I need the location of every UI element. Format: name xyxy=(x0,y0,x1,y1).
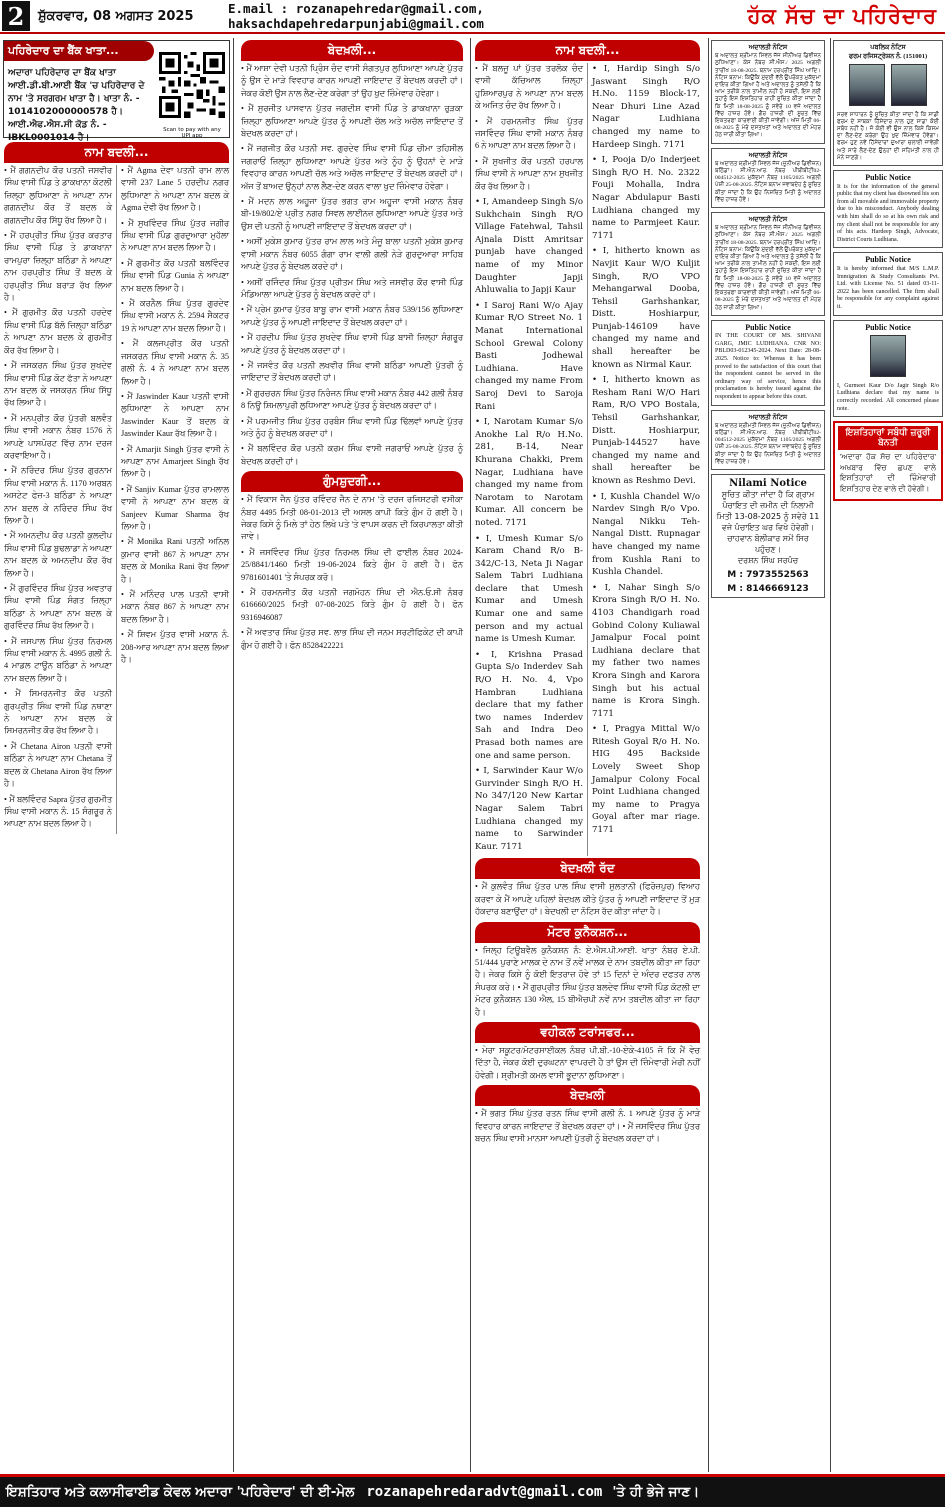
masthead-logo: ਹੱਕ ਸੱਚ ਦਾ ਪਹਿਰੇਦਾਰ xyxy=(747,3,937,28)
public-notice-title: Public Notice xyxy=(865,173,911,183)
public-notice-body: It is for the information of the general public that my client has disowned his son from all movable and immovable property due to his misconduct. Anybody dealing with him shall do so at his own risk and my client shall not be responsible for any of his acts. Hardeep Singh, Advocate, District Courts Ludhiana. xyxy=(837,183,939,243)
notice-item: • ਮੈਂ Jaswinder Kaur ਪਤਨੀ ਵਾਸੀ ਲੁਧਿਆਣਾ ਨੇ ਆਪਣਾ ਨਾਮ Jaswinder Kaur ਤੋਂ ਬਦਲ ਕੇ Jaswinder Kaur ਰੱਖ ਲਿਆ ਹੈ। xyxy=(121,391,229,439)
column-3 xyxy=(470,38,704,1472)
notice-item: • ਮੈਂ ਮਦਨ ਲਾਲ ਅਹੂਜਾ ਪੁੱਤਰ ਭਗਤ ਰਾਮ ਅਹੂਜਾ ਵਾਸੀ ਮਕਾਨ ਨੰਬਰ ਬੀ-19/802/ਏ ਪ੍ਰੀਤ ਨਗਰ ਸਿਵਲ ਲਾਈਨਜ਼ ਲੁਧਿਆਣਾ ਆਪਣੇ ਪੁੱਤਰ ਅਤੇ ਉਸ ਦੀ ਪਤਨੀ ਨੂੰ ਆਪਣੀ ਜਾਇਦਾਦ ਤੋਂ ਬੇਦਖਲ ਕਰਦਾ ਹਾਂ। xyxy=(241,197,463,231)
notice-item: • ਮੈਂ ਜਸਵੰਤ ਕੌਰ ਪਤਨੀ ਲਖਵੀਰ ਸਿੰਘ ਵਾਸੀ ਬਠਿੰਡਾ ਆਪਣੀ ਪੁੱਤਰੀ ਨੂੰ ਜਾਇਦਾਦ ਤੋਂ ਬੇਦਖਲ ਕਰਦੀ ਹਾਂ। xyxy=(241,360,463,383)
notice-item: • ਅਸੀਂ ਮੁਕੇਸ਼ ਕੁਮਾਰ ਪੁੱਤਰ ਰਾਮ ਲਾਲ ਅਤੇ ਮੰਜੂ ਬਾਲਾ ਪਤਨੀ ਮੁਕੇਸ਼ ਕੁਮਾਰ ਵਾਸੀ ਮਕਾਨ ਨੰਬਰ 6055 ਗੰਗਾ ਰਾਮ ਵਾਲੀ ਗਲੀ ਨੇੜੇ ਗੁਰਦੁਆਰਾ ਸਾਹਿਬ ਆਪਣੇ ਪੁੱਤਰ ਨੂੰ ਬੇਦਖਲ ਕਰਦੇ ਹਾਂ। xyxy=(241,237,463,272)
public-notice-title: Public Notice xyxy=(865,322,911,332)
notice-item: • ਮੇਰਾ ਸਕੂਟਰ/ਮੋਟਰਸਾਈਕਲ ਨੰਬਰ ਪੀ.ਬੀ.-10-ਏਕੇ-4105 ਜੋ ਕਿ ਮੈਂ ਵੇਚ ਦਿੱਤਾ ਹੈ, ਜੇਕਰ ਕੋਈ ਦੁਰਘਟਨਾ ਵਾਪਰਦੀ ਹੈ ਤਾਂ ਉਸ ਦੀ ਜ਼ਿੰਮੇਵਾਰੀ ਮੇਰੀ ਨਹੀਂ ਹੋਵੇਗੀ। ਸ਼੍ਰੀਮਤੀ ਕਮਲ ਵਾਸੀ ਭੂਦਾਨਾ ਲੁਧਿਆਣਾ। xyxy=(475,1046,700,1080)
ad-request-title: ਇਸ਼ਤਿਹਾਰਾਂ ਸਬੰਧੀ ਜ਼ਰੂਰੀ ਬੇਨਤੀ xyxy=(838,426,938,450)
notice-item: • ਮੈਂ ਹਰਪ੍ਰੀਤ ਸਿੰਘ ਪੁੱਤਰ ਕਰਤਾਰ ਸਿੰਘ ਵਾਸੀ ਪਿੰਡ ਤੇ ਡਾਕਖਾਨਾ ਰਾਮਪੁਰਾ ਜ਼ਿਲ੍ਹਾ ਬਠਿੰਡਾ ਨੇ ਆਪਣਾ ਨਾਮ ਹਰਪ੍ਰੀਤ ਸਿੰਘ ਤੋਂ ਬਦਲ ਕੇ ਹਰਪ੍ਰੀਤ ਸਿੰਘ ਬਰਾੜ ਰੱਖ ਲਿਆ ਹੈ। xyxy=(4,231,112,303)
court-notice-body: ਬ ਅਦਾਲਤ ਸ਼੍ਰੀਮਾਨ ਸਿਵਲ ਜੱਜ ਸੀਨੀਅਰ ਡਿਵੀਜ਼ਨ ਲੁਧਿਆਣਾ। ਕੇਸ ਨੰਬਰ ਸੀ.ਐਸ./ 2025 ਅਗਲੀ ਤਾਰੀਖ 18-08-2025. ਬਨਾਮ ਹਰਪ੍ਰੀਤ ਸਿੰਘ ਆਦਿ। ਨੋਟਿਸ ਬਨਾਮ: ਕਿਉਂਕਿ ਮੁੱਦਈ ਵੱਲੋਂ ਉਪਰੋਕਤ ਮੁਕੱਦਮਾ ਦਾਇਰ ਕੀਤਾ ਗਿਆ ਹੈ ਅਤੇ ਅਦਾਲਤ ਨੂੰ ਤਸੱਲੀ ਹੈ ਕਿ ਆਮ ਤਰੀਕੇ ਨਾਲ ਤਾਮੀਲ ਨਹੀਂ ਹੋ ਸਕਦੀ, ਇਸ ਲਈ ਤੁਹਾਨੂੰ ਇਸ ਇਸ਼ਤਿਹਾਰ ਰਾਹੀਂ ਸੂਚਿਤ ਕੀਤਾ ਜਾਂਦਾ ਹੈ ਕਿ ਮਿਤੀ 18-08-2025 ਨੂੰ ਸਵੇਰੇ 10 ਵਜੇ ਅਦਾਲਤ ਵਿੱਚ ਹਾਜ਼ਰ ਹੋਵੋ। ਗੈਰ ਹਾਜ਼ਰੀ ਦੀ ਸੂਰਤ ਵਿੱਚ ਇਕਤਰਫਾ ਕਾਰਵਾਈ ਕੀਤੀ ਜਾਵੇਗੀ। ਅੱਜ ਮਿਤੀ 06-08-2025 ਨੂੰ ਮੇਰੇ ਦਸਤਖਤਾਂ ਅਤੇ ਅਦਾਲਤ ਦੀ ਮੋਹਰ ਹੇਠ ਜਾਰੀ ਕੀਤਾ ਗਿਆ। xyxy=(715,53,821,139)
nilami-title: Nilami Notice xyxy=(729,478,807,490)
portrait-photo xyxy=(849,64,885,106)
notice-item: • ਮੈਂ Agma ਦੇਵਾ ਪਤਨੀ ਰਾਮ ਲਾਲ ਵਾਸੀ 237 Lane 5 ਹਰਦੀਪ ਨਗਰ ਲੁਧਿਆਣਾ ਨੇ ਆਪਣਾ ਨਾਮ ਬਦਲ ਕੇ Agma ਦੇਵੀ ਰੱਖ ਲਿਆ ਹੈ। xyxy=(121,166,229,213)
court-notice-body: ਬ ਅਦਾਲਤ ਸ਼੍ਰੀਮਾਨ ਸਿਵਲ ਜੱਜ ਸੀਨੀਅਰ ਡਿਵੀਜ਼ਨ ਲੁਧਿਆਣਾ। ਕੇਸ ਨੰਬਰ ਸੀ.ਐਸ./ 2025 ਅਗਲੀ ਤਾਰੀਖ 18-08-2025. ਬਨਾਮ ਹਰਪ੍ਰੀਤ ਸਿੰਘ ਆਦਿ। ਨੋਟਿਸ ਬਨਾਮ: ਕਿਉਂਕਿ ਮੁੱਦਈ ਵੱਲੋਂ ਉਪਰੋਕਤ ਮੁਕੱਦਮਾ ਦਾਇਰ ਕੀਤਾ ਗਿਆ ਹੈ ਅਤੇ ਅਦਾਲਤ ਨੂੰ ਤਸੱਲੀ ਹੈ ਕਿ ਆਮ ਤਰੀਕੇ ਨਾਲ ਤਾਮੀਲ ਨਹੀਂ ਹੋ ਸਕਦੀ, ਇਸ ਲਈ ਤੁਹਾਨੂੰ ਇਸ ਇਸ਼ਤਿਹਾਰ ਰਾਹੀਂ ਸੂਚਿਤ ਕੀਤਾ ਜਾਂਦਾ ਹੈ ਕਿ ਮਿਤੀ 18-08-2025 ਨੂੰ ਸਵੇਰੇ 10 ਵਜੇ ਅਦਾਲਤ ਵਿੱਚ ਹਾਜ਼ਰ ਹੋਵੋ। ਗੈਰ ਹਾਜ਼ਰੀ ਦੀ ਸੂਰਤ ਵਿੱਚ ਇਕਤਰਫਾ ਕਾਰਵਾਈ ਕੀਤੀ ਜਾਵੇਗੀ। ਅੱਜ ਮਿਤੀ 06-08-2025 ਨੂੰ ਮੇਰੇ ਦਸਤਖਤਾਂ ਅਤੇ ਅਦਾਲਤ ਦੀ ਮੋਹਰ ਹੇਠ ਜਾਰੀ ਕੀਤਾ ਗਿਆ। xyxy=(715,225,821,311)
page-header xyxy=(0,0,945,34)
notice-item: • I Saroj Rani W/o Ajay Kumar R/O Street No. 1 Manat International School Grewal Colony Basti Jodhewal Ludhiana. Have changed my name From Saroj Devi to Saroja Rani xyxy=(475,300,583,412)
header-email[interactable]: E.mail : rozanapehredar@gmail.com, haksachdapehredarpunjabi@gmail.com xyxy=(228,1,484,31)
public-notice-title: Public Notice xyxy=(745,322,791,332)
notice-item: • ਮੈਂ ਗੁਰਮੀਤ ਕੌਰ ਪਤਨੀ ਹਰਦੇਵ ਸਿੰਘ ਵਾਸੀ ਪਿੰਡ ਬੱਲੋ ਜ਼ਿਲ੍ਹਾ ਬਠਿੰਡਾ ਨੇ ਆਪਣਾ ਨਾਮ ਬਦਲ ਕੇ ਗੁਰਮੀਤ ਕੌਰ ਰੱਖ ਲਿਆ ਹੈ। xyxy=(4,308,112,355)
section-name-change-punjabi: ਨਾਮ ਬਦਲੀ... xyxy=(4,142,229,163)
nilami-signature: ਦਰਸ਼ਨ ਸਿੰਘ ਸਰਪੰਚ xyxy=(737,556,799,566)
notice-item: • ਮੈਂ Amarjit Singh ਪੁੱਤਰ ਵਾਸੀ ਨੇ ਆਪਣਾ ਨਾਮ Amarjeet Singh ਰੱਖ ਲਿਆ ਹੈ। xyxy=(121,444,229,479)
notice-item: • ਮੈਂ ਬਲਜੂ ਪਾਂ ਪੁੱਤਰ ਤਰਲੋਕ ਚੰਦ ਵਾਸੀ ਕੱਚਿਆਲ ਜ਼ਿਲ੍ਹਾ ਹੁਸ਼ਿਆਰਪੁਰ ਨੇ ਆਪਣਾ ਨਾਮ ਬਦਲ ਕੇ ਅਜਿਤ ਚੰਦ ਰੱਖ ਲਿਆ ਹੈ। xyxy=(475,64,583,111)
name-change-split xyxy=(0,165,233,834)
notice-item: • I, Krishna Prasad Gupta S/o Inderdev Sah R/O H. No. 4, Vpo Hambran Ludhiana declare that my father two names Inderdev Sah and Indra Deo Prasad both names are one and same person. xyxy=(475,649,583,761)
notice-item: • ਮੈਂ ਗੁਰਮੀਤ ਕੌਰ ਪਤਨੀ ਬਲਵਿੰਦਰ ਸਿੰਘ ਵਾਸੀ ਪਿੰਡ Gunia ਨੇ ਆਪਣਾ ਨਾਮ ਬਦਲ ਲਿਆ ਹੈ। xyxy=(121,258,229,293)
notice-item: • ਮੈਂ ਜਗਜੀਤ ਕੌਰ ਪਤਨੀ ਸਵ. ਗੁਰਦੇਵ ਸਿੰਘ ਵਾਸੀ ਪਿੰਡ ਚੀਮਾ ਤਹਿਸੀਲ ਜਗਰਾਓਂ ਜ਼ਿਲ੍ਹਾ ਲੁਧਿਆਣਾ ਆਪਣੇ ਪੁੱਤਰ ਅਤੇ ਨੂੰਹ ਨੂੰ ਉਹਨਾਂ ਦੇ ਮਾੜੇ ਵਿਵਹਾਰ ਕਾਰਨ ਆਪਣੀ ਚੱਲ ਅਤੇ ਅਚੱਲ ਜਾਇਦਾਦ ਤੋਂ ਬੇਦਖਲ ਕਰਦੀ ਹਾਂ। ਅੱਜ ਤੋਂ ਬਾਅਦ ਉਨ੍ਹਾਂ ਨਾਲ ਲੈਣ-ਦੇਣ ਕਰਨ ਵਾਲਾ ਖੁਦ ਜ਼ਿੰਮੇਵਾਰ ਹੋਵੇਗਾ। xyxy=(241,144,463,191)
notice-item: • ਮੈਂ ਅਵਤਾਰ ਸਿੰਘ ਪੁੱਤਰ ਸਵ. ਲਾਭ ਸਿੰਘ ਦੀ ਜਨਮ ਸਰਟੀਫਿਕੇਟ ਦੀ ਕਾਪੀ ਗੁੰਮ ਹੋ ਗਈ ਹੈ। ਫੋਨ 8528422221 xyxy=(241,628,463,650)
notice-item: • ਮੈਂ ਗੁਰਚਰਨ ਸਿੰਘ ਪੁੱਤਰ ਨਿਰੰਜਨ ਸਿੰਘ ਵਾਸੀ ਮਕਾਨ ਨੰਬਰ 442 ਗਲੀ ਨੰਬਰ 8 ਨਿਊ ਸ਼ਿਮਲਾਪੁਰੀ ਲੁਧਿਆਣਾ ਆਪਣੇ ਪੁੱਤਰ ਨੂੰ ਬੇਦਖਲ ਕਰਦਾ ਹਾਂ। xyxy=(241,388,463,411)
section-eviction-2: ਬੇਦਖ਼ਲੀ xyxy=(475,1085,700,1106)
nilami-notice xyxy=(711,474,825,598)
firm-notice-subtitle: ਫਰਮ ਰਜਿਸਟ੍ਰੇਸ਼ਨ ਨੰ. (151001) xyxy=(848,53,928,61)
page-number: 2 xyxy=(2,1,30,31)
notice-item: • ਮੈਂ ਗਗਨਦੀਪ ਕੌਰ ਪਤਨੀ ਜਸਵੀਰ ਸਿੰਘ ਵਾਸੀ ਪਿੰਡ ਤੇ ਡਾਕਖਾਨਾ ਕੋਟਲੀ ਜ਼ਿਲ੍ਹਾ ਲੁਧਿਆਣਾ ਨੇ ਆਪਣਾ ਨਾਮ ਗਗਨਦੀਪ ਕੌਰ ਤੋਂ ਬਦਲ ਕੇ ਗਗਨਦੀਪ ਕੌਰ ਸਿੱਧੂ ਰੱਖ ਲਿਆ ਹੈ। xyxy=(4,166,112,225)
notice-item: • ਮੈਂ ਮਨਪ੍ਰੀਤ ਕੌਰ ਪੁੱਤਰੀ ਬਲਵੰਤ ਸਿੰਘ ਵਾਸੀ ਮਕਾਨ ਨੰਬਰ 1576 ਨੇ ਆਪਣੇ ਪਾਸਪੋਰਟ ਵਿੱਚ ਨਾਮ ਦਰਜ ਕਰਵਾਇਆ ਹੈ। xyxy=(4,413,112,460)
nilami-phone[interactable]: M : 7973552563 xyxy=(727,570,809,581)
notice-item: • ਮੈਂ ਹਰਮਨਜੀਤ ਸਿੰਘ ਪੁੱਤਰ ਜਸਵਿੰਦਰ ਸਿੰਘ ਵਾਸੀ ਮਕਾਨ ਨੰਬਰ 6 ਨੇ ਆਪਣਾ ਨਾਮ ਬਦਲ ਲਿਆ ਹੈ। xyxy=(475,116,583,151)
court-notice xyxy=(711,212,825,316)
notice-item: • I, Sarwinder Kaur W/o Gurvinder Singh R/O H. No 347/120 New Kartar Nagar Salem Tabri Ludhiana changed my name to Sarwinder Kaur. 7171 xyxy=(475,766,583,852)
english-left xyxy=(471,63,588,856)
notice-item: • ਮੈਂ ਸੁਖਜੀਤ ਕੌਰ ਪਤਨੀ ਹਰਪਾਲ ਸਿੰਘ ਵਾਸੀ ਨੇ ਆਪਣਾ ਨਾਮ ਸੁਖਜੀਤ ਕੌਰ ਰੱਖ ਲਿਆ ਹੈ। xyxy=(475,156,583,191)
notice-item: • ਮੈਂ ਜਸਕਰਨ ਸਿੰਘ ਪੁੱਤਰ ਸੁਖਦੇਵ ਸਿੰਘ ਵਾਸੀ ਪਿੰਡ ਕੋਟ ਫੱਤਾ ਨੇ ਆਪਣਾ ਨਾਮ ਬਦਲ ਕੇ ਜਸਕਰਨ ਸਿੰਘ ਸਿੱਧੂ ਰੱਖ ਲਿਆ ਹੈ। xyxy=(4,361,112,408)
notice-item: • I, Hardip Singh S/o Jaswant Singh R/O H.No. 1159 Block-17, Near Dhuri Line Azad Nagar Ludhiana changed my name to Hardeep Singh. 7171 xyxy=(592,64,700,150)
notice-item: • ਮੈਂ ਨਰਿੰਦਰ ਸਿੰਘ ਪੁੱਤਰ ਗੁਰਨਾਮ ਸਿੰਘ ਵਾਸੀ ਮਕਾਨ ਨੰ. 1170 ਅਰਬਨ ਅਸਟੇਟ ਫੇਜ਼-3 ਬਠਿੰਡਾ ਨੇ ਆਪਣਾ ਨਾਮ ਬਦਲ ਕੇ ਨਰਿੰਦਰ ਸਿੰਘ ਰੱਖ ਲਿਆ ਹੈ। xyxy=(4,466,112,525)
english-split xyxy=(471,63,704,856)
notice-item: • ਮੈਂ ਵਿਕਾਸ ਜੈਨ ਪੁੱਤਰ ਰਵਿੰਦਰ ਜੈਨ ਦੇ ਨਾਮ 'ਤੇ ਦਰਜ ਰਜਿਸਟਰੀ ਵਸੀਕਾ ਨੰਬਰ 4495 ਮਿਤੀ 08-01-2013 ਦੀ ਅਸਲ ਕਾਪੀ ਕਿਤੇ ਗੁੰਮ ਹੋ ਗਈ ਹੈ। ਜੇਕਰ ਕਿਸੇ ਨੂੰ ਮਿਲੇ ਤਾਂ ਹੇਠ ਲਿਖੇ ਪਤੇ 'ਤੇ ਵਾਪਸ ਕਰਨ ਦੀ ਕਿਰਪਾਲਤਾ ਕੀਤੀ ਜਾਵੇ। xyxy=(241,495,463,542)
public-notice xyxy=(833,320,943,418)
notice-item: • I, Umesh Kumar S/o Karam Chand R/o B-342/C-13, Neta Ji Nagar Salem Tabri Ludhiana declare that Umesh Kumar and Umesh Kumar one and same person and my actual name is Umesh Kumar. xyxy=(475,533,583,645)
column-2 xyxy=(237,38,467,1472)
notice-item: • ਮੈਂ ਜਸਪਾਲ ਸਿੰਘ ਪੁੱਤਰ ਨਿਰਮਲ ਸਿੰਘ ਵਾਸੀ ਮਕਾਨ ਨੰ. 4995 ਗਲੀ ਨੰ. 4 ਮਾਡਲ ਟਾਊਨ ਬਠਿੰਡਾ ਨੇ ਆਪਣਾ ਨਾਮ ਬਦਲ ਲਿਆ ਹੈ। xyxy=(4,636,112,683)
notice-item: • ਮੈਂ ਕੁਲਵੰਤ ਸਿੰਘ ਪੁੱਤਰ ਪਾਲ ਸਿੰਘ ਵਾਸੀ ਸੁਲਤਾਨੀ (ਫਿਰੋਜ਼ਪੁਰ) ਵਿਆਹ ਕਰਵਾ ਕੇ ਮੈਂ ਆਪਣੇ ਪਹਿਲਾਂ ਬੇਦਖ਼ਲ ਕੀਤੇ ਪੁੱਤਰ ਨੂੰ ਆਪਣੀ ਜਾਇਦਾਦ ਤੋਂ ਮੁੜ ਹੱਕਦਾਰ ਬਣਾਉਂਦਾ ਹਾਂ। ਬੇਦਖਲੀ ਦਾ ਨੋਟਿਸ ਰੱਦ ਕੀਤਾ ਜਾਂਦਾ ਹੈ। xyxy=(475,882,700,917)
court-notice xyxy=(711,40,825,144)
firm-notice-body: ਸਰਵ ਸਾਧਾਰਨ ਨੂੰ ਸੂਚਿਤ ਕੀਤਾ ਜਾਂਦਾ ਹੈ ਕਿ ਸਾਡੀ ਫਰਮ ਦੇ ਸਾਬਕਾ ਹਿੱਸੇਦਾਰ ਨਾਲ ਹੁਣ ਸਾਡਾ ਕੋਈ ਸਬੰਧ ਨਹੀਂ ਹੈ। ਜੋ ਕੋਈ ਵੀ ਉਸ ਨਾਲ ਕਿਸੇ ਕਿਸਮ ਦਾ ਲੈਣ-ਦੇਣ ਕਰੇਗਾ ਉਹ ਖੁਦ ਜ਼ਿੰਮੇਵਾਰ ਹੋਵੇਗਾ। ਫਰਮ ਹੁਣ ਨਵੇਂ ਹਿੱਸੇਦਾਰਾਂ ਦੁਆਰਾ ਚਲਾਈ ਜਾਵੇਗੀ ਅਤੇ ਸਾਰੇ ਲੈਣ-ਦੇਣ ਉਨ੍ਹਾਂ ਦੀ ਸਹਿਮਤੀ ਨਾਲ ਹੀ ਮੰਨੇ ਜਾਣਗੇ। xyxy=(837,111,939,161)
notice-item: • ਮੈਂ ਸਿਮਰਨਜੀਤ ਕੌਰ ਪਤਨੀ ਗੁਰਪ੍ਰੀਤ ਸਿੰਘ ਵਾਸੀ ਪਿੰਡ ਨਥਾਣਾ ਨੇ ਆਪਣਾ ਨਾਮ ਬਦਲ ਕੇ ਸਿਮਰਨਜੀਤ ਕੌਰ ਰੱਖ ਲਿਆ ਹੈ। xyxy=(4,689,112,736)
notice-item: • ਮੈਂ ਬਲਵਿੰਦਰ ਕੌਰ ਪਤਨੀ ਕਰਮ ਸਿੰਘ ਵਾਸੀ ਜਗਰਾਓਂ ਆਪਣੇ ਪੁੱਤਰ ਨੂੰ ਬੇਦਖਲ ਕਰਦੀ ਹਾਂ। xyxy=(241,444,463,466)
notice-item: • ਮੈਂ Monika Rani ਪਤਨੀ ਅਨਿਲ ਕੁਮਾਰ ਵਾਸੀ 867 ਨੇ ਆਪਣਾ ਨਾਮ ਬਦਲ ਕੇ Monika Rani ਰੱਖ ਲਿਆ ਹੈ। xyxy=(121,537,229,584)
notice-item: • I, hitherto known as Navjit Kaur W/O Kuljit Singh, R/O VPO Mehangarwal Dooba, Tehsil Garhshankar, Distt. Hoshiarpur, Punjab-146109 have changed my name and shall hereafter be known as Nirmal Kaur. xyxy=(592,246,700,370)
court-notice xyxy=(711,410,825,470)
notice-item: • ਮੈਂ ਅਮਨਦੀਪ ਕੌਰ ਪਤਨੀ ਕੁਲਦੀਪ ਸਿੰਘ ਵਾਸੀ ਪਿੰਡ ਬੁਢਲਾਡਾ ਨੇ ਆਪਣਾ ਨਾਮ ਬਦਲ ਕੇ ਅਮਨਦੀਪ ਕੌਰ ਰੱਖ ਲਿਆ ਹੈ। xyxy=(4,531,112,578)
notice-item: • I, Amandeep Singh S/o Sukhchain Singh R/O Village Fatehwal, Tahsil Ajnala Distt Amritsar punjab have changed name of my Minor Daughter Japji Ahluwalia to Japji Kaur xyxy=(475,197,583,296)
court-notice xyxy=(711,148,825,208)
footer-email[interactable]: rozanapehredaradvt@gmail.com xyxy=(366,1484,603,1500)
qr-caption: Scan to pay with any UPI app xyxy=(163,127,221,139)
section-lost: ਗੁੰਮਸ਼ੁਦਗੀ... xyxy=(241,471,463,492)
public-notice xyxy=(833,170,943,248)
notice-item: • ਮੈਂ ਸੁਖਵਿੰਦਰ ਸਿੰਘ ਪੁੱਤਰ ਜਗੀਰ ਸਿੰਘ ਵਾਸੀ ਪਿੰਡ ਗੁਰਦੁਆਰਾ ਮੁਹੱਲਾ ਨੇ ਆਪਣਾ ਨਾਮ ਬਦਲ ਲਿਆ ਹੈ। xyxy=(121,218,229,253)
court-notice-title: ਅਦਾਲਤੀ ਨੋਟਿਸ xyxy=(748,44,788,51)
section-eviction: ਬੇਦਖ਼ਲੀ... xyxy=(241,40,463,61)
notice-item: • ਮੈਂ Sanjiv Kumar ਪੁੱਤਰ ਰਾਮਲਾਲ ਵਾਸੀ ਨੇ ਆਪਣਾ ਨਾਮ ਬਦਲ ਕੇ Sanjeev Kumar Sharma ਰੱਖ ਲਿਆ ਹੈ। xyxy=(121,484,229,531)
bank-details: ਅਦਾਰਾ ਪਹਿਰੇਦਾਰ ਦਾ ਬੈਂਕ ਖਾਤਾ ਆਈ.ਡੀ.ਬੀ.ਆਈ ਬੈਂਕ 'ਚ ਪਹਿਰੇਦਾਰ ਦੇ ਨਾਮ 'ਤੇ ਸਰਗਰਮ ਖਾਤਾ ਹੈ। ਖਾਤਾ ਨੰ. - 1014102000000578 ਹੈ। ਆਈ.ਐਫ.ਐਸ.ਸੀ ਕੋਡ ਨੰ. - IBKL0001014 ਹੈ। xyxy=(8,68,145,143)
notice-item: • I, Kushla Chandel W/o Nardev Singh R/o Vpo. Nangal Nikku Teh-Nangal Distt. Rupnagar have changed my name from Kushla Rani to Kushla Chandel. xyxy=(592,491,700,578)
public-notice-title: Public Notice xyxy=(865,255,911,265)
notice-item: • ਮੈਂ ਕਲਜਪ੍ਰੀਤ ਕੌਰ ਪਤਨੀ ਜਸਕਰਨ ਸਿੰਘ ਵਾਸੀ ਮਕਾਨ ਨੰ. 35 ਗਲੀ ਨੰ. 4 ਨੇ ਆਪਣਾ ਨਾਮ ਬਦਲ ਲਿਆ ਹੈ। xyxy=(121,339,229,386)
public-notice xyxy=(833,252,943,315)
court-notice-title: ਅਦਾਲਤੀ ਨੋਟਿਸ xyxy=(748,216,788,224)
ad-request-body: 'ਅਦਾਰਾ ਹੱਕ ਸੱਚ ਦਾ ਪਹਿਰੇਦਾਰ' ਅਖਬਾਰ ਵਿੱਚ ਛਪਣ ਵਾਲੇ ਇਸ਼ਤਿਹਾਰਾਂ ਦੀ ਜ਼ਿੰਮੇਵਾਰੀ ਇਸ਼ਤਿਹਾਰ ਦੇਣ ਵਾਲੇ ਦੀ ਹੋਵੇਗੀ। xyxy=(840,452,936,493)
court-notice-title: ਅਦਾਲਤੀ ਨੋਟਿਸ xyxy=(748,151,788,159)
public-notice xyxy=(711,320,825,406)
advertisement-request-box xyxy=(833,421,943,501)
name-change-left xyxy=(0,165,117,834)
public-notice-body: It is hereby informed that M/S L.M.P. Immigration & Study Consultants Pvt. Ltd. with License No. 51 dated 03-11-2022 has been cancelled. The firm shall be responsible for any complaint against it. xyxy=(837,265,939,310)
notice-item: • ਮੈਂ ਪ੍ਰੇਮ ਕੁਮਾਰ ਪੁੱਤਰ ਬਾਬੂ ਰਾਮ ਵਾਸੀ ਮਕਾਨ ਨੰਬਰ 539/156 ਲੁਧਿਆਣਾ ਆਪਣੇ ਪੁੱਤਰ ਨੂੰ ਆਪਣੀ ਜਾਇਦਾਦ ਤੋਂ ਬੇਦਖਲ ਕਰਦਾ ਹਾਂ। xyxy=(241,305,463,327)
court-notice-body: ਬ ਅਦਾਲਤ ਸ਼੍ਰੀਮਤੀ ਸਿਵਲ ਜੱਜ (ਜੂਨੀਅਰ ਡਿਵੀਜ਼ਨ) ਬਠਿੰਡਾ। ਸੀ.ਐਨ.ਆਰ. ਨੰਬਰ ਪੀਬੀਬੀਟੀ02-004512-2025 ਮੁਕੱਦਮਾ ਨੰਬਰ 1105/2025 ਅਗਲੀ ਪੇਸ਼ੀ 25-08-2025. ਨੋਟਿਸ ਬਨਾਮ ਜਵਾਬਦੇਹ ਨੂੰ ਸੂਚਿਤ ਕੀਤਾ ਜਾਂਦਾ ਹੈ ਕਿ ਉਹ ਨਿਸ਼ਚਿਤ ਮਿਤੀ ਨੂੰ ਅਦਾਲਤ ਵਿੱਚ ਹਾਜ਼ਰ ਹੋਵੇ। xyxy=(715,160,821,203)
bank-title: ਪਹਿਰੇਦਾਰ ਦਾ ਬੈਂਕ ਖਾਤਾ... xyxy=(4,41,154,61)
firm-public-notice xyxy=(833,40,943,166)
section-name-change-english: ਨਾਮ ਬਦਲੀ... xyxy=(475,40,700,61)
section-eviction-cancel: ਬੇਦਖ਼ਲੀ ਰੱਦ xyxy=(475,858,700,879)
notice-item: • I, Nahar Singh S/o Krora Singh R/O H. No. 4103 Chandigarh road Gobind Colony Kuliawal Jamalpur Focal point Ludhiana declare that my father two names Krora Singh and Karora Singh but his actual name is Krora Singh. 7171 xyxy=(592,582,700,719)
notice-item: • I, Pooja D/o Inderjeet Singh R/O H. No. 2322 Fouji Mohalla, Indra Nagar Abdulapur Basti Ludhiana changed my name to Parmjeet Kaur. 7171 xyxy=(592,155,700,241)
footer-text: ਇਸ਼ਤਿਹਾਰ ਅਤੇ ਕਲਾਸੀਫਾਈਡ ਕੇਵਲ ਅਦਾਰਾ 'ਪਹਿਰੇਦਾਰ' ਦੀ ਈ-ਮੇਲ xyxy=(6,1484,355,1500)
court-notice-title: ਅਦਾਲਤੀ ਨੋਟਿਸ xyxy=(748,413,788,421)
notice-item: • ਮੈਂ ਜਸਵਿੰਦਰ ਸਿੰਘ ਪੁੱਤਰ ਨਿਰਮਲ ਸਿੰਘ ਦੀ ਫਾਈਲ ਨੰਬਰ 2024-25/8841/1460 ਮਿਤੀ 19-06-2024 ਕਿਤੇ ਗੁੰਮ ਹੋ ਗਈ ਹੈ। ਫੋਨ 9781601401 'ਤੇ ਸੰਪਰਕ ਕਰੋ। xyxy=(241,547,463,582)
notice-item: • ਮੈਂ ਭਗਤ ਸਿੰਘ ਪੁੱਤਰ ਰਤਨ ਸਿੰਘ ਵਾਸੀ ਗਲੀ ਨੰ. 1 ਆਪਣੇ ਪੁੱਤਰ ਨੂੰ ਮਾੜੇ ਵਿਵਹਾਰ ਕਾਰਨ ਜਾਇਦਾਦ ਤੋਂ ਬੇਦਖਲ ਕਰਦਾ ਹਾਂ। • ਮੈਂ ਜਸਵਿੰਦਰ ਸਿੰਘ ਪੁੱਤਰ ਬਚਨ ਸਿੰਘ ਵਾਸੀ ਮਾਨਸਾ ਆਪਣੀ ਪੁੱਤਰੀ ਨੂੰ ਬੇਦਖਲ ਕਰਦਾ ਹਾਂ। xyxy=(475,1109,700,1144)
nilami-body: ਸੂਚਿਤ ਕੀਤਾ ਜਾਂਦਾ ਹੈ ਕਿ ਗ੍ਰਾਮ ਪੰਚਾਇਤ ਦੀ ਜ਼ਮੀਨ ਦੀ ਨਿਲਾਮੀ ਮਿਤੀ 13-08-2025 ਨੂੰ ਸਵੇਰੇ 11 ਵਜੇ ਪੰਚਾਇਤ ਘਰ ਵਿਖੇ ਹੋਵੇਗੀ। ਚਾਹਵਾਨ ਬੋਲੀਕਾਰ ਸਮੇਂ ਸਿਰ ਪਹੁੰਚਣ। xyxy=(716,490,820,555)
notice-item: • ਮੈਂ ਮਨਿੰਦਰ ਪਾਲ ਪਤਨੀ ਵਾਸੀ ਮਕਾਨ ਨੰਬਰ 867 ਨੇ ਆਪਣਾ ਨਾਮ ਬਦਲ ਲਿਆ ਹੈ। xyxy=(121,590,229,624)
footer-tail: 'ਤੇ ਹੀ ਭੇਜੇ ਜਾਣ। xyxy=(612,1484,700,1500)
nilami-phone[interactable]: M : 8146669123 xyxy=(727,584,809,595)
notice-item: • ਮੈਂ ਹਰਦੀਪ ਸਿੰਘ ਪੁੱਤਰ ਸੁਖਦੇਵ ਸਿੰਘ ਵਾਸੀ ਪਿੰਡ ਬਾਸੀ ਜ਼ਿਲ੍ਹਾ ਸੰਗਰੂਰ ਆਪਣੇ ਪੁੱਤਰ ਨੂੰ ਬੇਦਖਲ ਕਰਦਾ ਹਾਂ। xyxy=(241,333,463,355)
notice-item: • ਜਿਲ੍ਹ ਟਿਊਬਵੈਲ ਕੁਨੈਕਸ਼ਨ ਨੰ: ਏ.ਐਸ.ਪੀ.ਆਈ. ਖਾਤਾ ਨੰਬਰ ਏ.ਪੀ. 51/444 ਪੁਰਾਣੇ ਮਾਲਕ ਦੇ ਨਾਮ ਤੋਂ ਨਵੇਂ ਮਾਲਕ ਦੇ ਨਾਮ ਤਬਦੀਲ ਕੀਤਾ ਜਾ ਰਿਹਾ ਹੈ। ਜੇਕਰ ਕਿਸੇ ਨੂੰ ਕੋਈ ਇਤਰਾਜ਼ ਹੋਵੇ ਤਾਂ 15 ਦਿਨਾਂ ਦੇ ਅੰਦਰ ਦਫਤਰ ਨਾਲ ਸੰਪਰਕ ਕਰੇ। • ਮੈਂ ਗੁਰਪ੍ਰੀਤ ਸਿੰਘ ਪੁੱਤਰ ਬਲਦੇਵ ਸਿੰਘ ਵਾਸੀ ਪਿੰਡ ਕੋਟਲੀ ਦਾ ਮੋਟਰ ਕੁਨੈਕਸ਼ਨ 130 ਐਲ, 15 ਬੀਐਚਪੀ ਨਵੇਂ ਨਾਮ ਤਬਦੀਲ ਕੀਤਾ ਜਾ ਰਿਹਾ ਹੈ। xyxy=(475,945,700,1017)
column-4 xyxy=(708,38,827,1472)
firm-notice-title: ਪਬਲਿਕ ਨੋਟਿਸ xyxy=(870,44,906,51)
court-notice-body: ਬ ਅਦਾਲਤ ਸ਼੍ਰੀਮਤੀ ਸਿਵਲ ਜੱਜ (ਜੂਨੀਅਰ ਡਿਵੀਜ਼ਨ) ਬਠਿੰਡਾ। ਸੀ.ਐਨ.ਆਰ. ਨੰਬਰ ਪੀਬੀਬੀਟੀ02-004512-2025 ਮੁਕੱਦਮਾ ਨੰਬਰ 1105/2025 ਅਗਲੀ ਪੇਸ਼ੀ 25-08-2025. ਨੋਟਿਸ ਬਨਾਮ ਜਵਾਬਦੇਹ ਨੂੰ ਸੂਚਿਤ ਕੀਤਾ ਜਾਂਦਾ ਹੈ ਕਿ ਉਹ ਨਿਸ਼ਚਿਤ ਮਿਤੀ ਨੂੰ ਅਦਾਲਤ ਵਿੱਚ ਹਾਜ਼ਰ ਹੋਵੇ। xyxy=(715,422,821,465)
notice-item: • ਮੈਂ Chetana Airon ਪਤਨੀ ਵਾਸੀ ਬਠਿੰਡਾ ਨੇ ਆਪਣਾ ਨਾਮ Chetana ਤੋਂ ਬਦਲ ਕੇ Chetana Airon ਰੱਖ ਲਿਆ ਹੈ। xyxy=(4,741,112,789)
public-notice-body: I, Gurmeet Kaur D/o Jagir Singh R/o Ludhiana declare that my name is correctly recorded. All concerned please note. xyxy=(837,382,939,412)
notice-item: • ਮੈਂ ਸ਼ਿਵਮ ਪੁੱਤਰ ਵਾਸੀ ਮਕਾਨ ਨੰ. 208-ਆਰ ਆਪਣਾ ਨਾਮ ਬਦਲ ਲਿਆ ਹੈ। xyxy=(121,630,229,665)
qr-code-icon[interactable] xyxy=(159,44,225,126)
english-right xyxy=(588,63,704,856)
bank-account-box xyxy=(3,40,230,143)
notice-item: • I, hitherto known as Resham Rani W/O Hari Ram, R/O VPO Bostala, Tehsil Garhshankar, Distt. Hoshiarpur, Punjab-144527 have changed my name and shall hereafter be known as Reshmo Devi. xyxy=(592,375,700,486)
section-motor-connection: ਮੋਟਰ ਕੁਨੈਕਸ਼ਨ... xyxy=(475,922,700,943)
column-5 xyxy=(830,38,945,1472)
notice-item: • ਮੈਂ ਬਲਵਿੰਦਰ Sapra ਪੁੱਤਰ ਗੁਰਮੀਤ ਸਿੰਘ ਵਾਸੀ ਮਕਾਨ ਨੰ. 15 ਸੰਗਰੂਰ ਨੇ ਆਪਣਾ ਨਾਮ ਬਦਲ ਲਿਆ ਹੈ। xyxy=(4,794,112,829)
notice-item: • ਮੈਂ ਪਰਮਜੀਤ ਸਿੰਘ ਪੁੱਤਰ ਹਰਬੰਸ ਸਿੰਘ ਵਾਸੀ ਪਿੰਡ ਢਿੱਲਵਾਂ ਆਪਣੇ ਪੁੱਤਰ ਅਤੇ ਨੂੰਹ ਨੂੰ ਬੇਦਖਲ ਕਰਦਾ ਹਾਂ। xyxy=(241,416,463,438)
column-1 xyxy=(0,38,234,1472)
portrait-photo xyxy=(891,64,927,106)
section-vehicle-transfer: ਵਹੀਕਲ ਟਰਾਂਸਫਰ... xyxy=(475,1022,700,1043)
notice-item: • ਮੈਂ ਕਰਨੈਲ ਸਿੰਘ ਪੁੱਤਰ ਗੁਰਦੇਵ ਸਿੰਘ ਵਾਸੀ ਮਕਾਨ ਨੰ. 2594 ਸੈਕਟਰ 19 ਨੇ ਆਪਣਾ ਨਾਮ ਬਦਲ ਲਿਆ ਹੈ। xyxy=(121,299,229,333)
notice-item: • ਮੈਂ ਸੁਰਜੀਤ ਪਾਸਵਾਨ ਪੁੱਤਰ ਜਗਦੀਸ਼ ਵਾਸੀ ਪਿੰਡ ਤੇ ਡਾਕਖਾਨਾ ਰੁੜਕਾ ਜ਼ਿਲ੍ਹਾ ਲੁਧਿਆਣਾ ਆਪਣੇ ਪੁੱਤਰ ਨੂੰ ਆਪਣੀ ਚੱਲ ਅਤੇ ਅਚੱਲ ਜਾਇਦਾਦ ਤੋਂ ਬੇਦਖਲ ਕਰਦਾ ਹਾਂ। xyxy=(241,104,463,139)
notice-item: • ਮੈਂ ਆਸ਼ਾ ਦੇਵੀ ਪਤਨੀ ਪ੍ਰਿੰਸ ਚੰਦ ਵਾਸੀ ਸੰਗਤਪੁਰ ਲੁਧਿਆਣਾ ਆਪਣੇ ਪੁੱਤਰ ਨੂੰ ਉਸ ਦੇ ਮਾੜੇ ਵਿਵਹਾਰ ਕਾਰਨ ਆਪਣੀ ਜਾਇਦਾਦ ਤੋਂ ਬੇਦਖਲ ਕਰਦੀ ਹਾਂ। ਜੇਕਰ ਕੋਈ ਉਸ ਨਾਲ ਲੈਣ-ਦੇਣ ਕਰੇਗਾ ਤਾਂ ਉਹ ਖੁਦ ਜ਼ਿੰਮੇਵਾਰ ਹੋਵੇਗਾ। xyxy=(241,64,463,98)
notice-item: • I, Narotam Kumar S/o Anokhe Lal R/o H.No. 281, B-14, Near Khurana Chakki, Prem Nagar, Ludhiana have changed my name from Narotam to Narotam Kumar. All concern be noted. 7171 xyxy=(475,417,583,528)
portrait-photo xyxy=(870,335,906,377)
page-footer xyxy=(0,1474,945,1507)
name-change-right xyxy=(117,165,233,834)
notice-item: • I, Pragya Mittal W/o Ritesh Goyal R/o H. No. HIG 495 Backside Lovely Sweet Shop Jamalpur Colony Focal Point Ludhiana changed my name to Pragya Goyal after mar riage. 7171 xyxy=(592,724,700,836)
issue-date: ਸ਼ੁੱਕਰਵਾਰ, 08 ਅਗਸਤ 2025 xyxy=(38,8,194,24)
public-notice-body: IN THE COURT OF MS. SHIVANI GARG, JMIC LUDHIANA. CNR NO: PBLD03-012345-2024. Next Date: 28-08-2025. Notice to: Whereas it has been proved to the satisfaction of this court that the respondent cannot be served in the ordinary way of service, hence this proclamation is hereby issued against the respondent to appear before this court. xyxy=(715,333,821,401)
notice-item: • ਮੈਂ ਗੁਰਵਿੰਦਰ ਸਿੰਘ ਪੁੱਤਰ ਅਵਤਾਰ ਸਿੰਘ ਵਾਸੀ ਪਿੰਡ ਸੰਗਤ ਜ਼ਿਲ੍ਹਾ ਬਠਿੰਡਾ ਨੇ ਆਪਣਾ ਨਾਮ ਬਦਲ ਕੇ ਗੁਰਵਿੰਦਰ ਸਿੰਘ ਰੱਖ ਲਿਆ ਹੈ। xyxy=(4,584,112,631)
notice-item: • ਅਸੀਂ ਰਜਿੰਦਰ ਸਿੰਘ ਪੁੱਤਰ ਪ੍ਰੀਤਮ ਸਿੰਘ ਅਤੇ ਜਸਵੀਰ ਕੌਰ ਵਾਸੀ ਪਿੰਡ ਮੰਡਿਆਲਾ ਆਪਣੇ ਪੁੱਤਰ ਨੂੰ ਬੇਦਖਲ ਕਰਦੇ ਹਾਂ। xyxy=(241,277,463,299)
notice-item: • ਮੈਂ ਹਰਮਨਜੀਤ ਕੌਰ ਪਤਨੀ ਜਗਮੋਹਨ ਸਿੰਘ ਦੀ ਐਨ.ਓ.ਸੀ ਨੰਬਰ 616660/2025 ਮਿਤੀ 07-08-2025 ਕਿਤੇ ਗੁੰਮ ਹੋ ਗਈ ਹੈ। ਫੋਨ 9316946087 xyxy=(241,588,463,622)
